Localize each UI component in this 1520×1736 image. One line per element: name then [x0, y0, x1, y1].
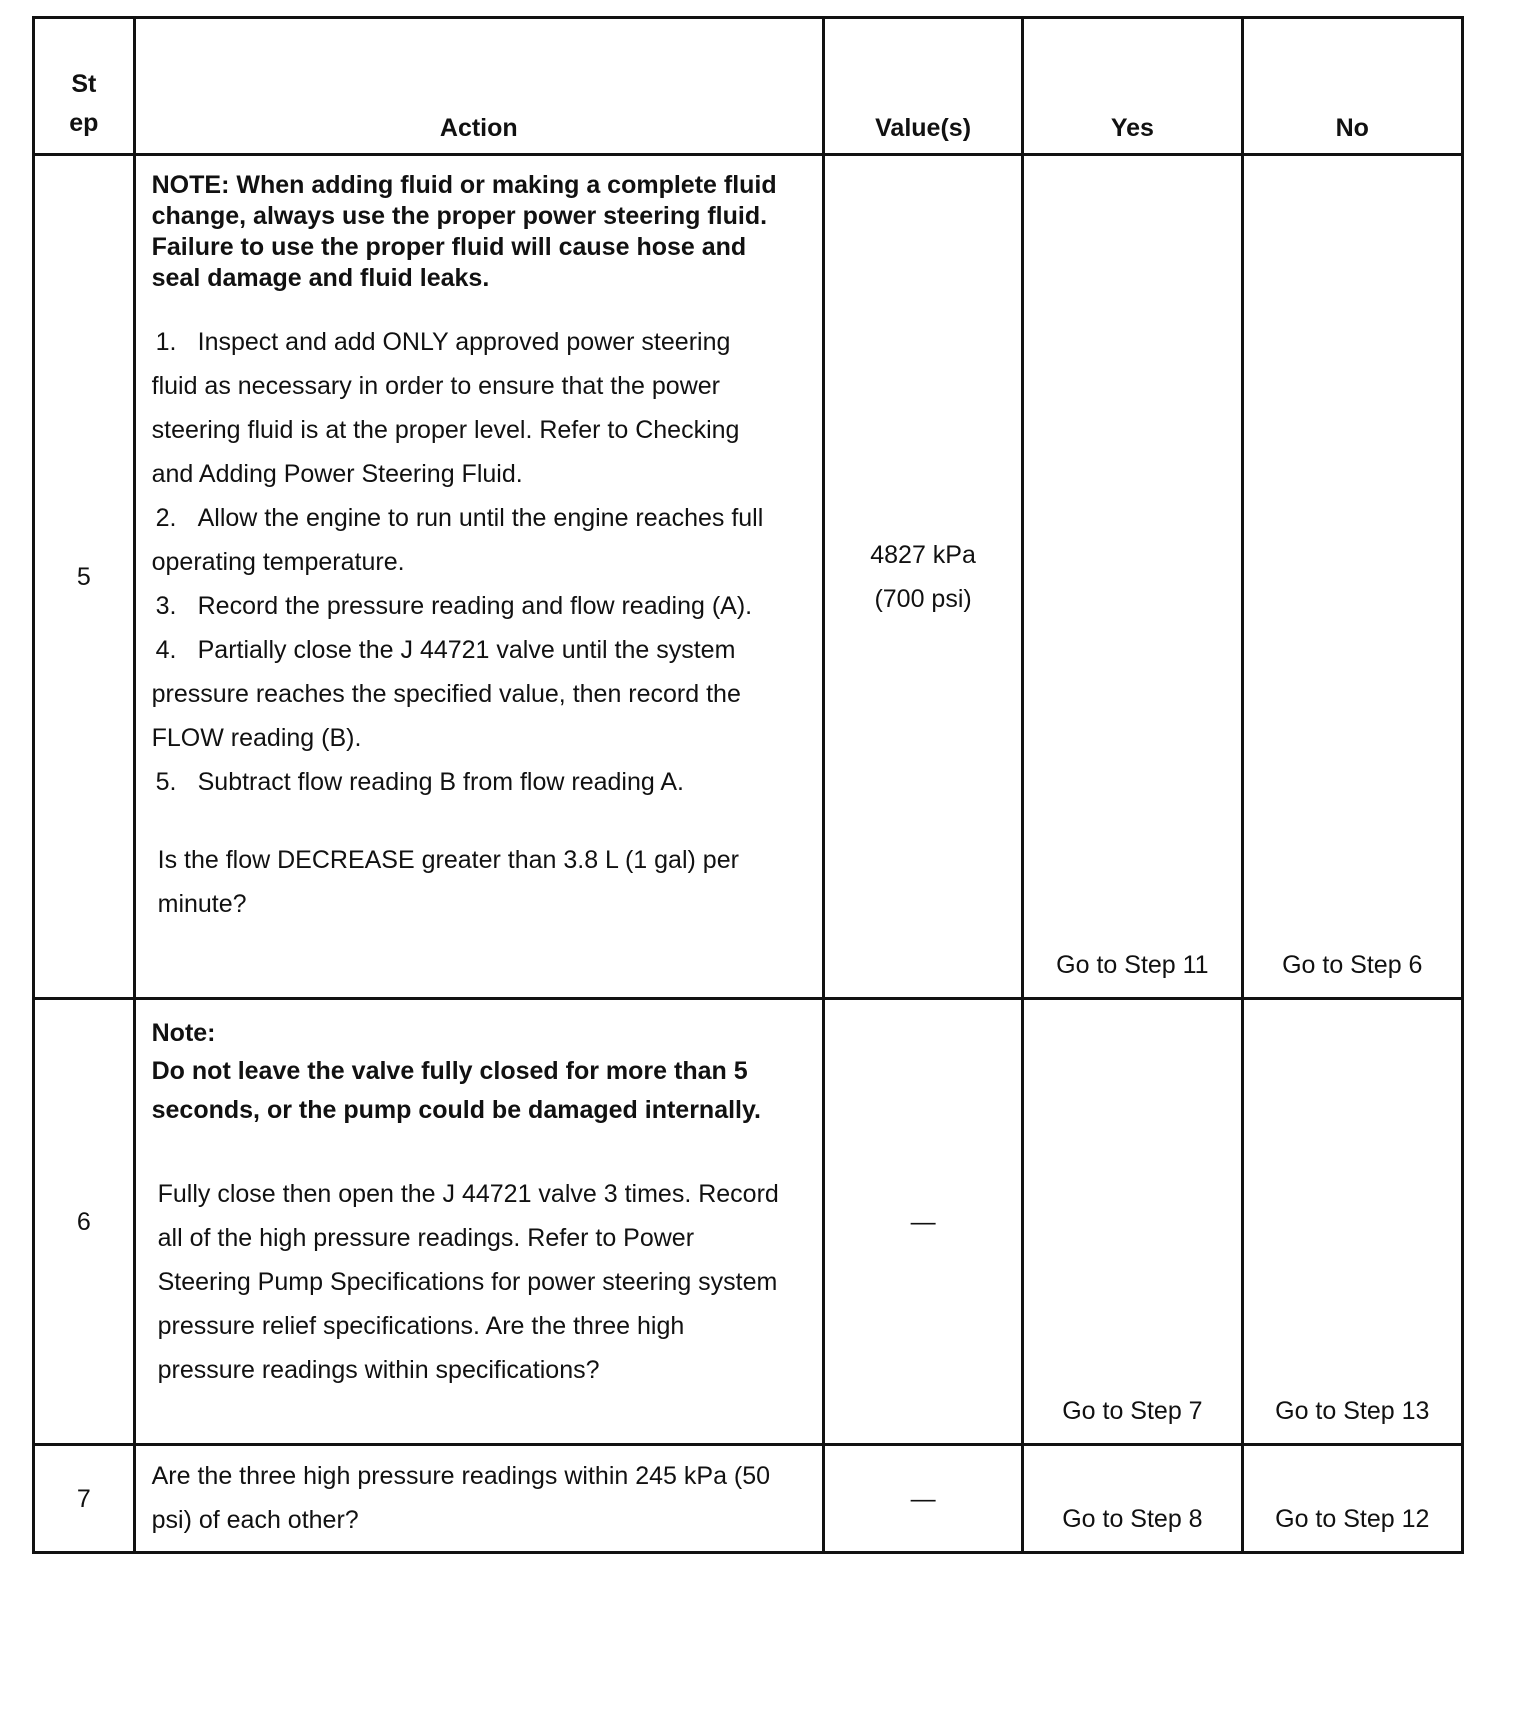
action-text: Fully close then open the J 44721 valve 3 times. Record all of the high pressure readings. Refer to Power Steering Pump Specifications for power steering system pressure relief specifications. Are the three high pressure readings within specifications? [157, 1180, 779, 1384]
value-line: (700 psi) [874, 584, 972, 613]
diagnostic-table [32, 16, 1464, 1554]
header-row [34, 18, 1463, 155]
header-step-line1: St [71, 70, 97, 98]
question-text: Is the flow DECREASE greater than 3.8 L (1 gal) per minute? [157, 846, 739, 918]
header-no: No [1242, 18, 1462, 155]
action-cell [134, 999, 823, 1445]
yes-cell: Go to Step 7 [1023, 999, 1242, 1445]
diagnostic-table-container [32, 16, 1464, 1554]
step-number: 5 [34, 155, 135, 999]
header-step [34, 18, 135, 155]
table-row [34, 1445, 1463, 1553]
step-number: 6 [34, 999, 135, 1445]
header-values: Value(s) [823, 18, 1022, 155]
list-item: 3. Record the pressure reading and flow reading (A). [155, 592, 753, 620]
note-text: Do not leave the valve fully closed for more than 5 seconds, or the pump could be damaged internally. [151, 1057, 761, 1124]
no-cell: Go to Step 6 [1242, 155, 1462, 999]
table-row [34, 999, 1463, 1445]
list-item: 4. Partially close the J 44721 valve until the system pressure reaches the specified value, then record the FLOW reading (B). [151, 636, 741, 752]
header-yes: Yes [1023, 18, 1242, 155]
value-cell: — [823, 1445, 1022, 1553]
action-cell: Are the three high pressure readings within 245 kPa (50 psi) of each other? [134, 1445, 823, 1553]
no-cell: Go to Step 12 [1242, 1445, 1462, 1553]
list-item: 2. Allow the engine to run until the engine reaches full operating temperature. [151, 504, 764, 576]
header-action: Action [134, 18, 823, 155]
yes-cell: Go to Step 8 [1023, 1445, 1242, 1553]
action-cell [134, 155, 823, 999]
no-cell: Go to Step 13 [1242, 999, 1462, 1445]
value-cell [823, 155, 1022, 999]
list-item: 1. Inspect and add ONLY approved power steering fluid as necessary in order to ensure that the power steering fluid is at the proper level. Refer to Checking and Adding Power Steering Fluid. [151, 328, 740, 488]
table-row [34, 155, 1463, 999]
list-item: 5. Subtract flow reading B from flow reading A. [155, 768, 684, 796]
value-line: 4827 kPa [870, 540, 976, 569]
note-label: Note: [151, 1019, 216, 1047]
header-step-line2: ep [69, 109, 99, 137]
step-number: 7 [34, 1445, 135, 1553]
value-cell: — [823, 999, 1022, 1445]
note-text: NOTE: When adding fluid or making a complete fluid change, always use the proper power steering fluid. Failure to use the proper fluid will cause hose and seal damage and fluid leaks. [151, 171, 777, 292]
yes-cell: Go to Step 11 [1023, 155, 1242, 999]
